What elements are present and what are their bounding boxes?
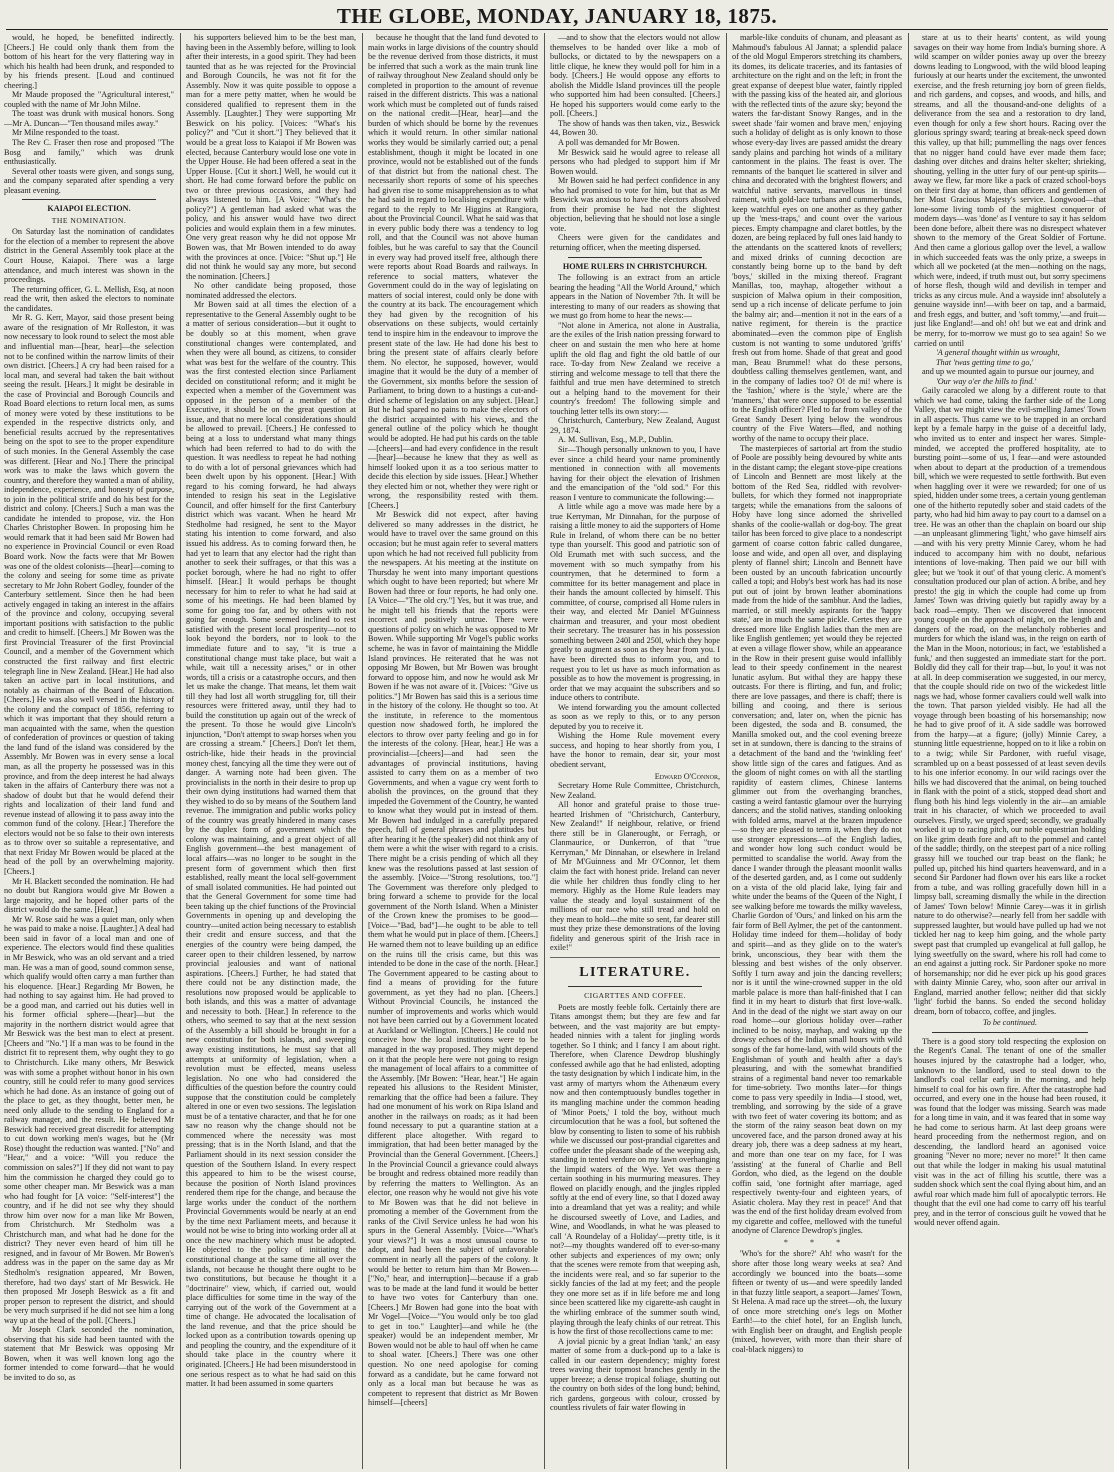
- article-paragraph: Several other toasts were given, and songs sung, and the company separated after spending a very pleasant evening.: [4, 166, 174, 195]
- article-paragraph: The masterpieces of sartorial art from the studio of Poole are possibly being devoured by white ants in the distant camp; the elegant stove-pipe creations of Lincoln and Bennett are most likely at the bottom of the Red Sea, riddled with revolver-bullets, for which they formed not inappropriate targets; while the emanations from the saloons of Hoby have long since adorned the shrivelled shanks of the coolie-wallah or dog-boy. The great tailor has been forced to give place to a nondescript garment of coarse cotton fabric called dungaree, loose and wide, and open all over, and displaying plenty of flannel shirt; Lincoln and Bennett have been ousted by an uncouth fabrication uncourtly called a topi; and Hoby's best work has had its nose put out of joint by brown leather abominations made from the hide of the sambhur. And the ladies, married, or still meekly aspirants for the 'happy state,' are in much the same pickle. Certes they are dressed more like English ladies than the men are like English gentlemen; yet would they be rejected at even a village flower show, while an appearance in the Row in their present guise would infallibly lead to their speedy confinement in the nearest lunatic asylum. But withal they are happy these outcasts. For there is flirting, and fun, and frolic; there are love passages, and there is chaff; there is billing and cooing, and there is serious conversation; and, later on, when the picnic has been digested, the soda and B. consumed, the Manilla smoked out, and the cool evening breeze set in at sundown, there is dancing to the strains of a detachment of the band and the 'twinkling feet' show little sign of the cares and fatigues. And as the gloom of night comes on with all the startling rapidity of eastern climes, Chinese lanterns glimmer out from the overhanging branches, casting a weird fantastic glamour over the hurrying dancers; and the stolid natives, standing onlooking with folded arms, marvel at the brazen impudence—so they are pleased to term it, when they do not use stronger expressions—of the English ladies, and wonder how long such conduct would be permitted to scandalise the world. Away from the dance I wander through the pleasant moonlit walks of the deserted garden, and, as I come out suddenly on a vista of the old placid lake, lying fair and white under the beams of the Queen of the Night, I see walking before me towards the milky waveless, Charlie Gordon of 'Ours,' and linked on his arm the fair form of Bell Aylmer, the pet of the cantonment. Holiday time indeed for them—holiday of body and spirit—and as they glide on to the water's brink, unconscious, they bear with them the blessing and best wishes of the only observer. Softly I turn away and join the dancing revellers; nor is it until the wine-crowned supper in the old marble palace is more than half-finished that I can find it in my heart to disturb that first love-walk. And in the dead of the night we start away on our road home—our glorious holiday over—rather inclined to be noisy, mayhap, and waking up the drowsy echoes of the Indian small hours with wild songs of the far home-land, with wild shouts of the Englishman of youth and health after a day's pleasuring, and with the somewhat brandified strains of a regimental band never too remarkable for time-sobriety. Two months later—for things come to pass very speedily in India—I stood, wet, trembling, and sorrowing by the side of a grave with two feet of water covering its bottom; and as the storm of the rainy season beat down on my uncovered face, and the parson droned away at his dreary job, there was a deep sadness at my heart, and more than one tear on my face, for I was 'assisting' at the funeral of Charlie and Bell Gordon, who died, as the legend on the double coffin said, 'one fortnight after marriage, aged respectively twenty-four and eighteen years, of Asiatic cholera. May they rest in peace!' And that was the end of the first holiday dream evolved from my cigarette and coffee, mellowed with the tuneful anodyne of Clarence Dewdrop's jingles.: [732, 443, 902, 1236]
- section-divider: [932, 1032, 1088, 1033]
- section-divider: [568, 986, 702, 987]
- article-subheading: THE NOMINATION.: [51, 215, 127, 225]
- article-paragraph: The toast was drunk with musical honors. Song—Mr A. Duncan—"Ten thousand miles away.": [4, 109, 174, 128]
- article-subheading: CIGARTTES AND COFFEE.: [584, 990, 686, 1000]
- article-paragraph: 'Who's for the shore?' Ah! who wasn't for the shore after those long weary weeks at sea? And accordingly we bounced into the boats—some fifteen or twenty of us—and were speedily landed in that fuzzy little seaport, a seaport—James' Town, St Helena. A mad race up the street—oh, the luxury of once more stretching one's legs on Mother Earth!—to the chief hotel, for an English lunch, with English beer on draught, and English people (mixed, however, with more than their share of coal-black niggers) to: [732, 1249, 902, 1354]
- article-paragraph: The returning officer, G. L. Mellish, Esq, at noon read the writ, then asked the electors to nominate the candidates.: [4, 284, 174, 313]
- columns-container: [4, 33, 1110, 1469]
- article-paragraph: There is a good story told respecting the explosion on the Regent's Canal. The tenant of one of the smaller houses injured by the catastrophe had a lodger, who, unknown to the landlord, used to steal down to the landlord's coal cellar early in the morning, and help himself to coal for his own fire. After the catastrophe had occurred, and every one in the house had been roused, it was found that the lodger was missing. Search was made for a long time in vain, and it was feared that in some way he had come to serious harm. At last deep groans were heard proceeding from the nethermost region, and on descending, the landlord heard an agonised voice groaning "Never no more; never no more!" It then came out that while the lodger in making his usual matutinal visit was in the act of filling his scuttle, there was a sudden shock which sent the coal flying about him, and an awful roar which made him full of apocalyptic terrors. He thought that the evil one had come to carry off his tearful prey, and in the terror of conscious guilt he vowed that he would never offend again.: [914, 1036, 1106, 1228]
- article-paragraph: Mr Beswick said he would agree to release all persons who had pledged to support him if Mr Bowen would.: [550, 147, 720, 176]
- article-paragraph: Gaily caracoled we along by a different route to that which we had come, taking the farther side of the Long Valley, that we might view the evil-smelling James' Town in all aspects. Thus came we to be trapped in an orchard kept by a female harpy in the guise of a deceitful lady, who invited us to enter and inspect her wares. Simple-minded, we accepted the proffered hospitality, ate to bursting point—some of us, I fear—and were astounded when about to depart at the production of a tremendous bill, which we were requested to settle forthwith. But even when haggling over it were we rewarded; for one of us spied, hidden under some trees, a certain young gentleman one of the hitherto reputedly sober and staid cadets of the party, who had hid him away to pay court to a damsel on a tree. He was an other than the chaplain on board our ship—an unpleasant glimmering 'light,' who gave himself airs—and with his very pretty Minnie Carey, whom he had induced to accompany him with no doubt, nefarious intentions of love-making. Then paid we our bill with glee; but we 'took it out' of that young cleric. A moment's consultation produced our plan of action. A bribe, and hey presto! the gig in which the couple had come up from James' Town was driving quietly but rapidly away by a back road—empty. Then we discovered that innocent young couple on the approach of night, on the length and dangers of the road, on the melancholy robberies and murders for which the island was, in the reign on earth of the Man in the Moon, notorious; in fact, we 'established a funk,' and then suggested an immediate start for the port. Boldly did they call for their trap—but, lo you! it was not at all. In deep commiseration we suggested, in our mercy, that the couple should ride on two of the wickedest little nags we had, whose former cavaliers could well walk into the town. That parson yielded visibly. He had all the voyage through been boasting of his horsemanship; now he had to give proof of it. A side saddle was borrowed from the harpy—at a figure; (jolly) Minnie Carey, a stunning little equestrienne, hopped on to it like a robin on to a twig; while Sir Pardoner, with rueful visage, scrambled up on a beast possessed of at least seven devils to his one inferior economy. In our wild racings over the hills we had discovered that the animal, on being touched in flank with the point of a stick, stopped dead short and flung both his hind legs violently in the air—an amiable trait in his character, of which we proceeded to avail ourselves. Firstly, we urged speed; secondly, we gradually worked it up to racing pitch, our noble equestrian holding on like grim death fore and aft to the pommel and cantel of the saddle; thirdly, on the steepest part of a nice rolling grassy hill we touched our trap beast on the flank; he pulled up, pitched his hind quarters heavenward, and in a second Sir Pardoner had flown over his ears like a rocket from a tube, and was rolling gracefully down hill in a limpsy ball, screaming dismally the while in the direction of James' Town below! Minnie Carey—was it in girlish nature to do otherwise?—nearly fell from her saddle with suppressed laughter, but would have pulled up had we not tickled her nag to keep him going, and the whole party swept past that crumpled up evangelical at full gallop, he lying sweetfully on the sward, where his roll had come to an end against a jutting rock. Sir Pardoner spoke no more of horsemanship; nor did he ever pick up his good graces with dainty Minnie Carey, who, soon after our arrival in England, married another fellow; neither did that sickly 'light' forbid the banns. So ended the second holiday dream, born of tobacco, coffee, and jingles.: [914, 386, 1106, 1016]
- article-paragraph: Poets are mostly feeble folk. Certainly there are Titans amongst them; but they are few and far between, and the vast majority are but empty-headed ninnies with a talent for jingling words together. So I think; and I fancy I am about right. Therefore, when Clarence Dewdrop blushingly confessed awhile ago that he had enlisted, adopting the tasty designation by which I indicate him, in the vast army of martyrs whom the Athenæum every now and then contemptuously bundles together in its mangling machine under the common heading of 'Minor Poets,' I told the boy, without much circumlocution that he was a fool, but softened the blow by consenting to listen to some of his rubbish while we discussed our post-prandial cigarettes and coffee under the pleasant shade of the weeping ash, standing in tented verdure on my lawn overhanging the limpid waters of the Wye. Yet was there a certain soothing in his murmuring measures. They flowed on placidly enough, and the jingles rippled softly at the end of every line, so that I dozed away into a dreamland that yet was a reality; and while he discoursed sweetly of Love, and Ladies, and Wine, and Woodlands, in what he was pleased to call 'A Roundelay of a Holiday'—pretty title, is it not?—my thoughts wandered off to ever-so-many other subjects and experiences of my own; only that the scenes were remote from that weeping ash, the incidents were real, and so far superior to the sickly fancies of the lad at my feet; and the people they one more set as if in life before me and long since been scattered like my cigarette-ash caught in the whirling embrace of the summer south wind, playing through the leafy chinks of our retreat. This is how the first of those recollections came to me:: [550, 1002, 720, 1337]
- section-rule: [550, 957, 720, 958]
- article-paragraph: A jovial picnic by a great Indian 'tank,' an easy matter of some from a duck-pond up to a lake is called in our eastern dependency; mighty forest trees waving their topmost branches gently in the upper breeze; a dense tropical foliage, shutting out the country on both sides of the long bund; behind, rich gardens, gorgeous with colour, crossed by countless rivulets of fair water flowing in: [550, 1336, 720, 1413]
- article-paragraph: The following is an extract from an article bearing the heading "All the World Around," which appears in the Nation of November 7th. It will be interesting to many of our readers as showing that we must go from home to hear the news:—: [550, 273, 720, 321]
- column-3: [368, 33, 538, 1469]
- article-headline: KAIAPOI ELECTION.: [47, 204, 131, 214]
- article-paragraph: Secretary Home Rule Committee, Christchurch, New Zealand.: [550, 781, 720, 800]
- article-paragraph: A little while ago a move was made here by a true Kerryman, Mr Dinnahan, for the purpose of raising a little money to aid the supporters of Home Rule in Ireland, of whom there can be no better type than yourself. This good and patriotic son of Old Erumath met with such success, and the movement with so much sympathy from his countrymen, that he determined to form a committee for its better management and place in their hands the amount collected by himself. This committee, of course, comprised all Home rulers in their way, and elected Mr Daniel M'Guinness chairman and treasurer, and your most obedient their secretary. The treasurer has in his possession something between 240l and 250l, which they hope greatly to augment as soon as they hear from you. I have been directed thus to inform you, and to request you to let us have as much information as possible as to how the movement is progressing, in order that we may acquaint the subscribers and so induce others to contribute.: [550, 502, 720, 703]
- article-paragraph: Sir—Though personally unknown to you, I have ever since a child heard your name prominently mentioned in connection with all movements having for their object the elevation of Irishmen and the emancipation of the "old sod." For this reason I venture to communicate the following:—: [550, 444, 720, 502]
- article-paragraph: marble-like conduits of chunam, and pleasant as Mahmoud's fabulous Al Jannat; a splendid palace of the old Mogul Emperors stretching its chambers, its domes, its delicate traceries, and its fantasies of architecture on the right and on the left; in front the great expanse of deepest blue water, faintly rippled with the passing kiss of the heated air, and glorious with the reflected tints of the azure sky; beyond the waters the far-distant Snowy Ranges, and in the sweet shade 'fair women and brave men,' enjoying such a holiday of delight as is only known to those whose every-day lives are passed amidst the dreary sandy plains and parching hot winds of a military cantonment in the plains. The feast is over. The remnants of the banquet lie scattered in silver and china and decorated with the brightest flowers; and watchful native servants, marvellous in tinsel raiment, with gold-lace turbans and cummerbunds, keep watchful eyes on one another as they gather up the 'mess-traps,' and count over the various pieces. Empty champagne and claret bottles, by the dozen, are being replaced by full ones laid handy to the attendants on the scattered knots of revellers; and mixed drinks of cunning decoction are constantly being borne up to the band by deft 'boys,' skilled in the mixing thereof. Fragrant Manillas, too, mayhap, altogether without a suspicion of Malwa opium in their composition, send up a rich incense of delicate perfume to join the balmy air; and—mention it not in the ears of a native regiment, for therein is the practice abominated—even the common pipe of English custom is not wanting to some undutored 'griffs' fresh out from home. Shade of that great and good man, Beau Brummel! what do these persons, doubtless calling themselves gentlemen, want, and in the company of ladies too? O! de mi! where is the 'fashion,' where is the 'style,' where are the 'manners,' that were once supposed to be essential to the English officer? Fled to far from valley of the Great Sandy Desert lying below the wondrous country of the Five Waters—fled, and nothing worthy of the name to occupy their place.: [732, 33, 902, 443]
- article-paragraph: "Not alone in America, not alone in Australia, are the exiles of the Irish nation pressing forward to cheer on and sustain the men who here at home uplift the old flag and fight the old battle of our race. To-day from New Zealand we receive a stirring and welcome message to tell that there the faithful and true men have determined to stretch out a helping hand to the movement for their country's freedom! The following simple and touching letter tells its own story:—: [550, 320, 720, 416]
- column-4: [550, 33, 720, 1469]
- column-2: [186, 33, 356, 1469]
- verse-line: That 'twas getting time to go,': [936, 357, 1034, 367]
- section-divider: [568, 257, 702, 258]
- verse-line: 'A general thought within us wrought,: [936, 348, 1060, 358]
- article-paragraph: Mr H. Blackett seconded the nomination. He had no doubt but Rangiora would give Mr Bowen a large majority, and he hoped other parts of the district would do the same. [Hear.]: [4, 876, 174, 915]
- column-divider: [362, 33, 363, 1469]
- article-paragraph: Christchurch, Canterbury, New Zealand, August 29, 1874.: [550, 416, 720, 435]
- continuation-note: To be continued.: [982, 1018, 1038, 1028]
- letter-signature: Edward O'Connor,: [654, 771, 720, 781]
- article-paragraph: Mr Milne responded to the toast.: [12, 128, 120, 138]
- article-paragraph: Mr Bowen said at all times the election of a representative to the General Assembly ought to be a matter of serious consideration—but it ought to be doubly so at this moment, when grave constitutional changes were contemplated, and when they were all bound, as citizens, to consider what was best for the welfare of the country. This was the first contested election since Parliament decided on constitutional reform; and it might be expected when a member of the Government was opposed in the person of a member of the Executive, it should be on the great question at issue, and that no mere local considerations should be allowed to prevail. [Cheers.] He confessed to being at a loss to understand what many things which had been referred to had to do with the question. It was needless to repeat he had nothing to do with a lot of personal grievances which had been dwelt upon by his opponent. [Hear.] With regard to his coming forward, he had always intended to resign his seat in the Legislative Council, and offer himself for the first Canterbury district which was vacant. When he heard Mr Stedholme had resigned, he sent to the Mayor stating his intention to come forward, and also issued his address. As to coming forward then, he had yet to learn that any elector had the right than another to seek their suffrages, or that this was a pocket borough, where he had no right to offer himself. [Hear.] It would perhaps be thought necessary for him to refer to what he had said at some of his meetings. He had been blamed by some for going too far, and by others with not going far enough. Some seemed inclined to rest satisfied with the present local prosperity—not to look beyond the borders, nor to look to the immediate future and to say, "it is true a constitutional change must take place, but wait a while, wait till a necessity arises," or in other words, till a crisis or a catastrophe occurs, and then let us make the change. That means, let them wait till they had lost all worth struggling for, till their resources were frittered away, until they had to build the constitution up again out of the wreck of the present. To those he would give Lincoln's injunction, "Don't attempt to swap horses when you are crossing a stream." [Cheers.] Don't let them, ostrich-like, hide their heads in the provincial money chest, fancying all the time they were out of danger. A warning note had been given. The provincialists in the north in their desire to prop up their own dying institutions had warned them that they wished to do so by means of the Southern land revenue. The immigration and public works policy of the country was greatly hindered in many cases by the duplex form of government which the colony was maintaining, and a great object of all English government—the best management of local affairs—was no longer to be sought in the present form of government which then first established, really meant the local self-government of small isolated communities. He had pointed out that the General Government for some time had been taking up the chief functions of the Provincial Governments in opening up and developing the country—united action being necessary to establish their credit and ensure success, and that the energies of the country were being damped, the career open to their children lessened, by narrow provincial jealousies and want of national aspirations. [Cheers.] Further, he had stated that there could not be any distinction made, the resolutions now proposed would be applicable to both islands, and this was a matter of advantage and necessity to both. [Hear.] In reference to the others, who seemed to say that at the next session of the Assembly a bill should be brought in for a new constitution for both islands, and sweeping away existing institutions, he must say that all attempts at uniformity of legislation, when a revolution must be effected, means useless legislation. No one who had considered the difficulties of the question before the country could suppose that the constitution could be completely altered in one or even two sessions. The legislation must be of a tentative character, and that he for one saw no reason why the change should not be commenced where the necessity was most pressing; that is in the North Island, and that the Parliament should in its next session consider the question of the Southern Island. In every respect this appeared to him to be the wisest course, because the position of North Island provinces rendered them ripe for the change, and because the large works under the conduct of the northern Provincial Governments would be nearly at an end by the time next Parliament meets, and because it would not be wise to bring into working order all at once the new machinery which must be adopted. He objected to the policy of initiating the constitutional change at the same time all over the islands, not because he thought there ought to be two constitutions, but because he thought it a "doctrinaire" view, which, if carried out, would place difficulties for some time in the way of the carrying out of the work of the Government at a time of change. He advocated the localisation of the land revenue, and that the price should be locked upon as a contribution towards opening up and peopling the country, and the expenditure of it should take place in the country where it originated. [Cheers.] He had been misunderstood in one serious respect as to what he had said on this matter. It had been assumed in some quarters: [186, 300, 356, 1389]
- article-paragraph: A. M. Sullivan, Esq., M.P., Dublin.: [558, 435, 674, 445]
- article-paragraph: —and to show that the electors would not allow themselves to be handed over like a mob of bullocks, or dictated to by the newspapers on a little clique, he knew they would poll for him in a body. [Cheers.] He would oppose any efforts to abolish the Middle Island provinces till the people who supported him had been consulted. [Cheers.] He hoped his supporters would come early to the poll. [Cheers.]: [550, 33, 720, 119]
- article-paragraph: Mr Beswick did not expect, after having delivered so many addresses in the district, he would have to travel over the same ground on this occasion; but he must again refer to several matters upon which he had not received full publicity from the newspapers. At his meeting at the institute on Thursday he went into many important questions which ought to have been reported; but where Mr Bowen had three or four reports, he had only one. [A Voice—"The old cry."] Yes, but it was true, and he might tell his friends that the reports were incorrect and positively untrue. There were questions of policy on which he was opposed to Mr Bowen. While supporting Mr Vogel's public works scheme, he was in favor of maintaining the Middle Island provinces. He reiterated that he was not opposing Mr Bowen, but Mr Bowen was brought forward to oppose him, and now he would ask Mr Bowen if he was not aware of it. [Voices: "Give us politics."] Mr Bowen has said this is a serious time in the history of the colony. He thought so too. At the institute, in reference to the momentous question now shadowed forth, he implored the electors to throw over party feeling and go in for the interests of the colony. [Hear, hear.] He was a provincialist—[cheers]—and had seen the advantages of provincial institutions, having assisted to carry them on as a member of two Governments, and when a vague cry went forth to abolish the provinces, on the ground that they impeded the Government of the Country, he wanted to know what they would put in instead of them. Mr Bowen had indulged in a carefully prepared speech, full of general phrases and platitudes but after hearing it he (the speaker) did not think any of them were a whit the wiser with regard to a crisis. There might be a crisis pending of which all they knew was the resolutions passed at last session of the assembly. [Voice—"Strong resolutions, too."] The Government was therefore only pledged to bring forward a scheme to provide for the local government of the North Island. When a Minister of the Crown knew the promises to be good—[Voice—"Bad, bad"]—he ought to be able to tell them what he would put in place of them. [Cheers.] He warned them not to leave building up an edifice on the ruins till the crisis came, but this was intended to be done in the case of the north. [Hear.] The Government appeared to be casting about to find a means of providing for the future government, as yet they had no plan. [Cheers.] Without Provincial Councils, he instanced the number of improvements and works which would not have been carried out by a Government located at Auckland or Wellington. [Cheers.] He could not conceive how the local institutions were to be managed in the way proposed. They might depend on it that the people here were not going to resign the management of local affairs to a committee of the Assembly. [Mr Bowen: "Hear, hear."] He again repeated his allusions to the Resident Minister, remarking that the office had been a failure. They had one monument of his work on Ripa Island and another in the railways on roads; as it had been found necessary to put a quarantine station at a different place altogether. With regard to immigration, that had been better managed by the Provincial than the General Government. [Cheers.] In the Provincial Council a grievance could always be brought and redress obtained more readily than by referring the matters to Wellington. As an elector, one reason why he would not give his vote to Mr Bowen was that he did not believe in promoting a member of the Government from the ranks of the Civil Service unless he had won his spurs in the General Assembly. [Voice—"What's your views?"] It was a most unusual course to adopt, and had been the subject of unfavorable comment in nearly all the papers of the colony. It would be better to return him than Mr Bowen—["No," hear, and interruption]—because if a grab was to be made at the land fund it would be better to have two votes for Canterbury than one. [Cheers.] Mr Bowen had gone into the boat with Mr Vogel—[Voice—"You would only be too glad to get in too." Laughter]—and while he (the speaker) would be an independent member, Mr Bowen would not be able to haul off when he came to shoal water. [Cheers.] There was one other question. No one need apologise for coming forward as a candidate, but he came forward not only as a local man but because he was as competent to represent that district as Mr Bowen himself—[cheers]: [368, 510, 538, 1408]
- asterism-divider: * * *: [783, 1237, 851, 1247]
- column-5: [732, 33, 902, 1469]
- section-divider: [22, 199, 156, 200]
- article-headline: HOME RULERS IN CHRISTCHURCH.: [562, 261, 708, 271]
- article-paragraph: would, he hoped, be benefitted indirectly. [Cheers.] He could only thank them from the bottom of his heart for the very flattering way in which his health had been drunk, and responded to by his friends present. [Loud and continued cheering.]: [4, 33, 174, 90]
- article-paragraph: The show of hands was then taken, viz., Beswick 44, Bowen 30.: [550, 118, 720, 138]
- article-paragraph: Mr Bowen said he had perfect confidence in any who had promised to vote for him, but that as Mr Beswick was anxious to have the electors absolved from their promise he had not the slightest objection, believing that he should not lose a single vote.: [550, 176, 720, 233]
- article-paragraph: On Saturday last the nomination of candidates for the election of a member to represent the above district in the General Assembly took place at the Court House, Kaiapoi. There was a large attendance, and much interest was shown in the proceedings.: [4, 227, 174, 285]
- column-divider: [726, 33, 727, 1469]
- article-paragraph: and up we mounted again to pursue our journey, and: [922, 367, 1094, 377]
- column-divider: [180, 33, 181, 1469]
- article-paragraph: stare at us to their hearts' content, as wild young savages on their way home from India's burning shore. A wild scamper on wilder ponies away up over the breezy downs leading to Longwood, with the wild blood leaping furiously at our hearts under the excitement, the unwonted exercise, and the fresh returning joy born of green fields, and rich gardens, and copses, and woods, and hills, and streams, and all the thousand-and-one delights of a deliverance from the sea and a restoration to dry land, even though for only a few short hours. Racing over the glorious springy sward; tearing at break-neck speed down this valley, up that hill; pummelling the nags over fences that no nigger hand could have ever made them face; dashing over ditches and drains helter skelter; shrieking, shouting, yelling in the utter fury of our pent-up spirits—away we flew, far more like a pack of crazed school-boys on their first day at home, than officers and gentlemen of her Most Gracious Majesty's service. Longwood—that lone-some living tomb of the mightiest conqueror of modern days—was 'done' as I venture to say it has seldom been done before, albeit there was no disrespect whatever shown to the memory of the Great Soldier of Fortune. And then came a glorious gallop over the level, a wallow in which succeeded feats was the only prize, a sweeps in which all we pocketed (at the men—nothing on the nags, which were, indeed, if truth must out, but sorry specimens of horse flesh, though wild and devilish in temper and tricks as any circus mule. And a wayside inn! absolutely a genuine wayside inn!—with beer on tap, and a barmaid, and fresh eggs, and butter, and 'soft tommy,'—and fruit—just like England!—and oh! oh! but we eat and drink and be merry, for to-morrow we must go to sea again! So we carried on until: [914, 33, 1106, 348]
- article-paragraph: Mr Maude proposed the "Agricultural interest," coupled with the name of Mr John Milne.: [4, 90, 174, 109]
- article-paragraph: The Rev C. Fraser then rose and proposed "The Bosg and family," which was drunk enthusiastically.: [4, 138, 174, 167]
- article-paragraph: his supporters believed him to be the best man, having been in the Assembly before, willing to look after their interests, in a good spirit. They had been taunted that as he was rejected for the Provincial and Borough Councils, he was not fit for the Assembly. Now it was quite possible to oppose a man for a mere petty matter, when he would be considered qualified to represent them in the Assembly. [Laughter.] They were supporting Mr Beswick on his policy. [Voices: "What's his policy?" and "Cut it short."] They believed that it would be a great loss to Kaiapoi if Mr Bowen was elected, because Canterbury would lose one vote in the Upper House. He had been offered a seat in the Upper House. [Cut it short.] Well, he would cut it short. He had come forward before the public on two or three previous occasions, and they had always listened to him. [A Voice: "What's the policy?"] A gentleman had asked what was the policy, and his answer would have two direct policies and would explain them in a few minutes. One very great reason why he did not oppose Mr Bowen was, that Mr Bowen intended to do away with the provinces at once. [Voice: "Shut up."] He did not think he would say any more, but second the nomination. [Cheers.]: [186, 33, 356, 281]
- column-1: [4, 33, 174, 1469]
- masthead-rule: [6, 29, 1108, 30]
- article-paragraph: Wishing the Home Rule movement every success, and hoping to hear shortly from you, I have the honor to remain, dear sir, your most obedient servant,: [550, 731, 720, 770]
- column-divider: [908, 33, 909, 1469]
- article-paragraph: We intend forwarding you the amount collected as soon as we reply to this, or to any person deputed by you to receive it.: [550, 702, 720, 731]
- column-6: [914, 33, 1106, 1469]
- article-paragraph: because he thought that the land fund devoted to main works in large divisions of the country should be the revenue derived from those districts, it must be inferred that such a work as the main trunk line of railway throughout New Zealand should only be completed in proportion to the amount of revenue raised in the different districts. This was a national work which must be completed out of funds raised on the national credit—[Hear, hear]—and the burden of which should be borne by the revenues which it would return. In other similar national works they would be similarly carried out; a penal establishment, though it might be located in one province, would not be established out of the funds of that district but from the national chest. The necessarily short reports of some of his speeches had given rise to some misapprehension as to what he had said in regard to localising expenditure with regard to the reply to Mr Higgins at Rangiora, about the Provincial Council. What he said was that in every public body there was a tendency to log roll, and that the Council was not above human foibles, but he was careful to say that the Council in every way had proved itself free, although there were reports about Road Boards and railways. In reference to social matters, whatever the Government could do in the way of legislating on matters of social interest, could only be done with the country at its back. The encouragement which they had given by the recognition of his observations on these subjects, would certainly tend to inspire him in the endeavour to improve the present state of the law. He had done his best to bring the present state of affairs clearly before them. No elector, he supposed, however, would imagine that it would be the duty of a member of the Government, six months before the session of Parliament, to bring down to a hustings a cut-and-dried scheme of legislation on any subject. [Hear.] But he had spared no pains to make the electors of the district acquainted with his views, and the general outline of the policy which he thought would be adopted. He had put his cards on the table—[cheers]—and had every confidence in the result—[hear]—because he knew that they as well as himself looked upon it as a too serious matter to decide this election by side issues. [Hear.] Whether they elected him or not, whether they were right or wrong, the responsibility rested with them. [Cheers.]: [368, 33, 538, 510]
- article-paragraph: No other candidate being proposed, those nominated addressed the electors.: [186, 281, 356, 300]
- verse-line: 'Our way o'er the hills to find.': [936, 376, 1037, 386]
- article-paragraph: A poll was demanded for Mr Bowen.: [558, 138, 680, 148]
- article-paragraph: Mr W. Rose said he was a quiet man, only when he was paid to make a noise. [Laughter.] A deal had been said in favor of a local man and one of experience. The electors would find these qualities in Mr Beswick, who was an old servant and a tried man. He was a man of good, sound common sense, which qualify would often carry a man further than his eloquence. [Hear.] Regarding Mr Bowen, he had nothing to say against him. He had proved to be a good man, and carried out his duties well in his former official sphere—[hear]—but the majority in the northern district would agree that Mr Beswick was the best man to elect at present. [Cheers and "No."] If a man was to be found in the district fit to represent them, why ought they to go to Christchurch. Like many others, Mr Beswick was with some a prophet without honor in his own country, still he could refer to many good services which he had done. As an instance of going out of the place to get, as they thought, better men, he need only allude to the sending to England for a railway manager, and the result. He believed Mr Beswick had received great discredit for attempting to cut down working men's wages, but he (Mr Rose) thought the reduction was wanted. ["No" and "Hear," and a voice: "Will you reduce the commission on sales?"] If they did not want to pay him the commission he charged they could go to some other cheaper man. Mr Beswick was a man who had fought for [A voice: "Self-interest"] the country, and if he did not see why they should throw him over now for a man like Mr Bowen, from Christchurch. Mr Stedholm was a Christchurch man, and what had he done for the district? They never even heard of him till he resigned, and in favour of Mr Bowen. Mr Bowen's address was in the paper on the same day as Mr Stedholm's resignation appeared, Mr Bowen, therefore, had two days' start of Mr Beswick. He then proposed Mr Joseph Beswick as a fit and proper person to represent the district, and should be very much surprised if he did not see him a long way up at the head of the poll. [Cheers.]: [4, 914, 174, 1325]
- masthead-title: THE GLOBE, MONDAY, JANUARY 18, 1875.: [336, 4, 778, 28]
- article-paragraph: Mr R. G. Kerr, Mayor, said those present being aware of the resignation of Mr Rolleston, it was now necessary to look round to select the most able and influential man—[hear, hear]—the selection not to be confined within the narrow limits of their own district. [Cheers.] A cry had been raised for a local man, and several had taken the bait without seeing the result. [Hears.] It might be desirable in the case of Provincial and Borough Councils and Road Board elections to return local men, as sums of money were voted by these institutions to be expended in the respective districts only, and beneficial results accrued by the representatives being on the spot to see to the proper expenditure of such monies. In the General Assembly the case was different. [Hear and No.] There the principal work was to make the laws which govern the country, and therefore they wanted a man of ability, independence, experience, and honesty of purpose, to join in the political strife and do his best for the district and colony. [Cheers.] Such a man was the candidate he intended to propose, viz. the Hon Charles Christopher Bowen. In proposing him he would remark that it had been said Mr Bowen had no experience in Provincial Council or even Road Board work. Now the facts were that Mr Bowen was one of the oldest colonists—[hear]—coming to the colony and seeing for some time as private secretary to Mr John Robert Godley, founder of the Canterbury settlement. Since then he had been actively engaged in taking an interest in the affairs of the province and colony, occupying several important positions with satisfaction to the public and credit to himself. [Cheers.] Mr Bowen was the first Provincial Treasurer of the first Provincial Council, and a member of the Government which constructed the first railway and first electric telegraph line in New Zealand. [Hear.] He had also taken an active part in local institutions, and notably as chairman of the Board of Education. [Cheers.] He was also well versed in the history of the colony and the compact of 1856, referring to which it was important that they should return a man acquainted with the same, when the question of confederation of provinces or question of taking the land fund of the island was considered by the Assembly. Mr Bowen was in every sense a local man, as all the property he possessed was in this province, and from the deep interest he had always taken in the affairs of Canterbury there was not a shadow of doubt but that he would defend their rights and localization of their land fund and revenue instead of allowing it to pass away into the common fund of the colony. [Hear.] Therefore the electors would not be so false to their own interests as to throw over so suitable a representative, and that next Friday Mr Bowen would be placed at the head of the poll by an overwhelming majority. [Cheers.]: [4, 313, 174, 877]
- section-headline: LITERATURE.: [579, 964, 691, 980]
- column-divider: [544, 33, 545, 1469]
- article-paragraph: All honor and grateful praise to those true-hearted Irishmen of "Christchurch, Canterbury, New Zealand!" If neighbour, relative, or friend there still be in Glanerought, or Ferragh, or Clanmaurice, or Dunkerron, of that "true Kerryman," Mr Dinnahan, or elsewhere in Ireland of Mr M'Guinness and Mr O'Connor, let them claim the fact with honest pride. Ireland can never die while her children thus fondly cling to her memory. Highly as the Home Rule leaders may value the steady and loyal sustainment of the millions of our race who still tread and hold on they mean to hold—the mite so sent, far dearer still must they prize these demonstrations of the loving fidelity and generous spirit of the Irish race in exile!": [550, 800, 720, 953]
- article-paragraph: Cheers were given for the candidates and returning officer, when the meeting dispersed.: [550, 233, 720, 253]
- article-paragraph: Mr Joseph Clark seconded the nomination, observing that his side had been taunted with the statement that Mr Beswick was opposing Mr Bowen, when it was well known long ago the former intended to come forward—that he would be invited to do so, as: [4, 1325, 174, 1383]
